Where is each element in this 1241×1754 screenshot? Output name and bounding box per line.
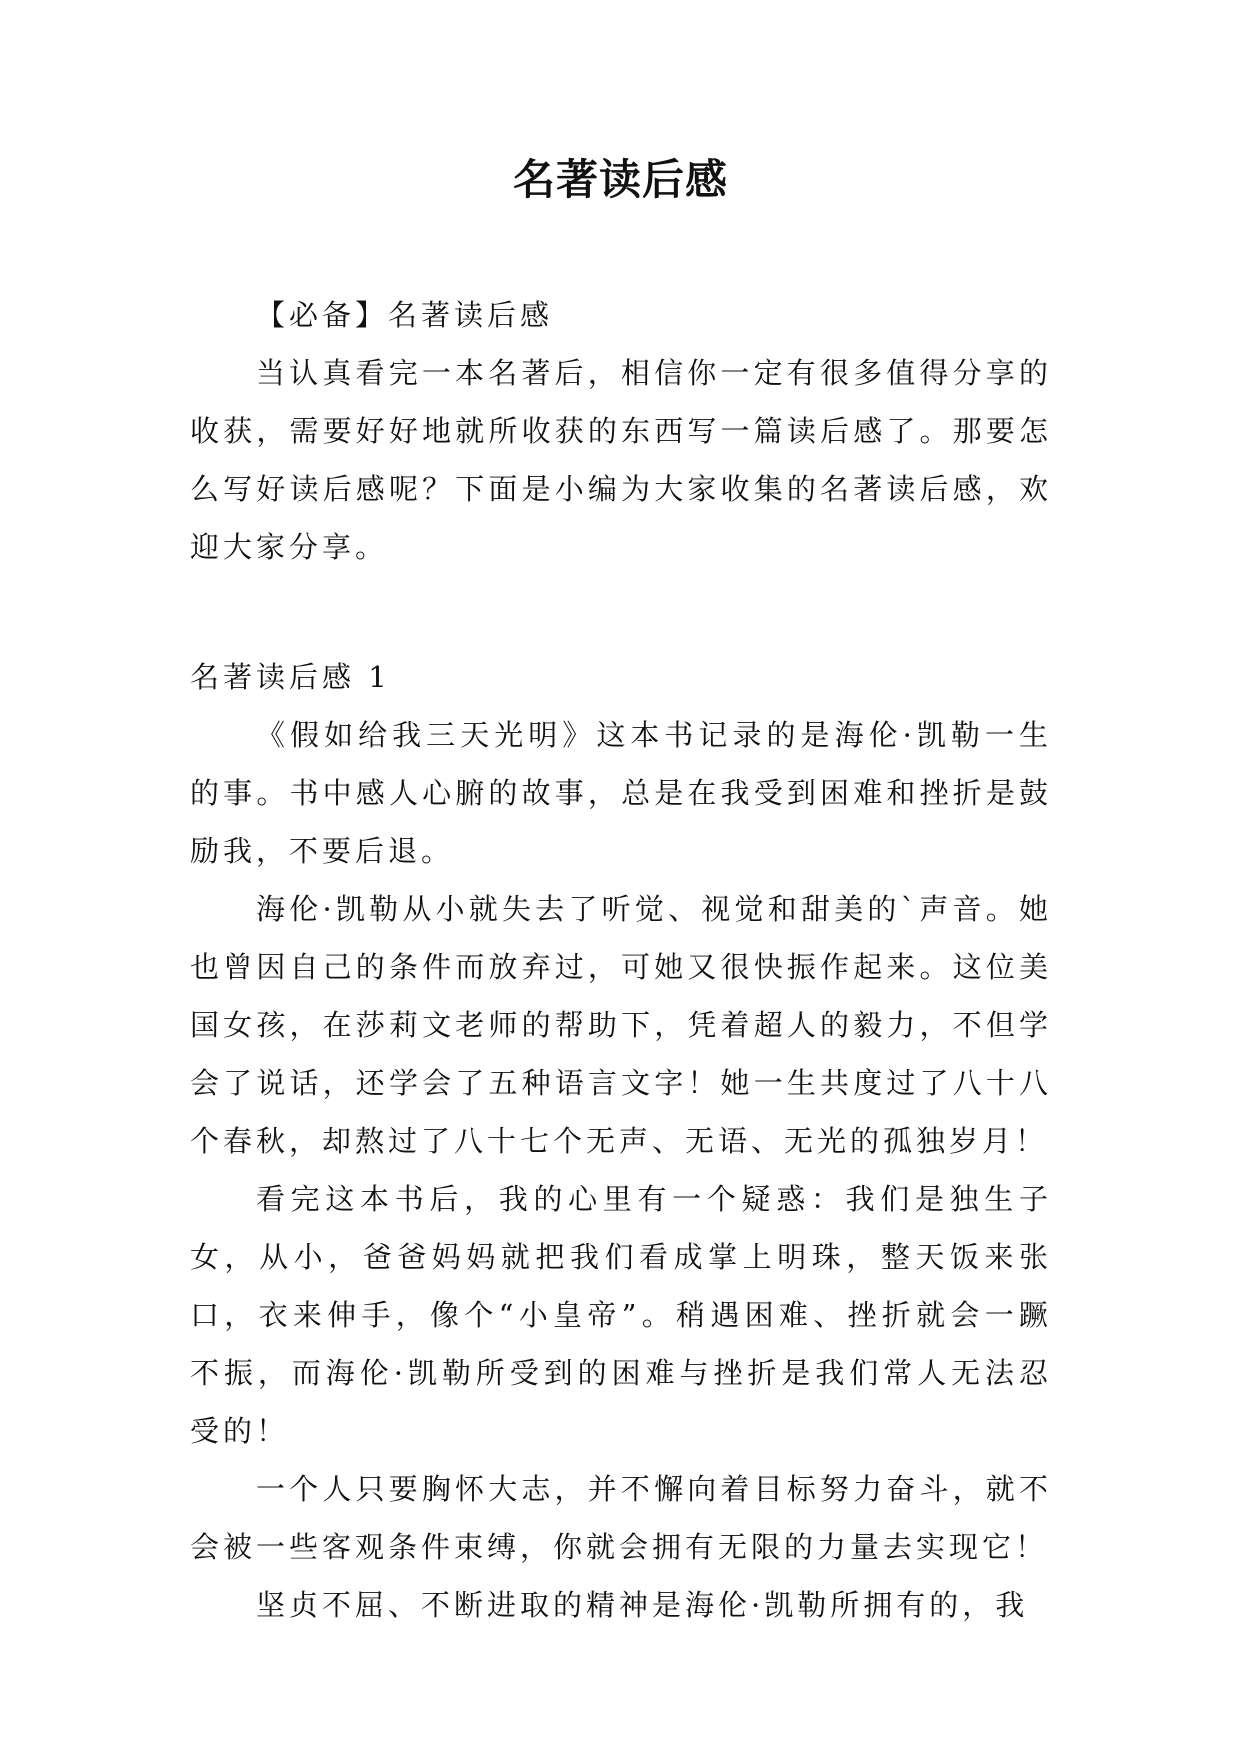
section-heading: 名著读后感 1 [190, 660, 391, 694]
document-title: 名著读后感 [512, 155, 728, 204]
section-spacer [190, 576, 1052, 648]
intro-paragraph: 当认真看完一本名著后，相信你一定有很多值得分享的收获，需要好好地就所收获的东西写一篇读后感了。那要怎么写好读后感呢？下面是小编为大家收集的名著读后感，欢迎大家分享。 [190, 356, 1052, 564]
body-paragraph: 看完这本书后，我的心里有一个疑惑：我们是独生子女，从小，爸爸妈妈就把我们看成掌上明珠，整天饭来张口，衣来伸手，像个“小皇帝”。稍遇困难、挫折就会一蹶不振，而海伦·凯勒所受到的困难与挫折是我们常人无法忍受的！ [190, 1182, 1052, 1448]
body-paragraph: 《假如给我三天光明》这本书记录的是海伦·凯勒一生的事。书中感人心腑的故事，总是在我受到困难和挫折是鼓励我，不要后退。 [190, 718, 1052, 868]
body-paragraph: 坚贞不屈、不断进取的精神是海伦·凯勒所拥有的，我 [256, 1588, 1029, 1622]
intro-heading: 【必备】名著读后感 [256, 298, 554, 332]
document-body [190, 286, 1052, 1634]
body-paragraph: 海伦·凯勒从小就失去了听觉、视觉和甜美的`声音。她也曾因自己的条件而放弃过，可她又很快振作起来。这位美国女孩，在莎莉文老师的帮助下，凭着超人的毅力，不但学会了说话，还学会了五种语言文字！她一生共度过了八十八个春秋，却熬过了八十七个无声、无语、无光的孤独岁月！ [190, 892, 1052, 1158]
body-paragraph: 一个人只要胸怀大志，并不懈向着目标努力奋斗，就不会被一些客观条件束缚，你就会拥有无限的力量去实现它！ [190, 1472, 1052, 1564]
